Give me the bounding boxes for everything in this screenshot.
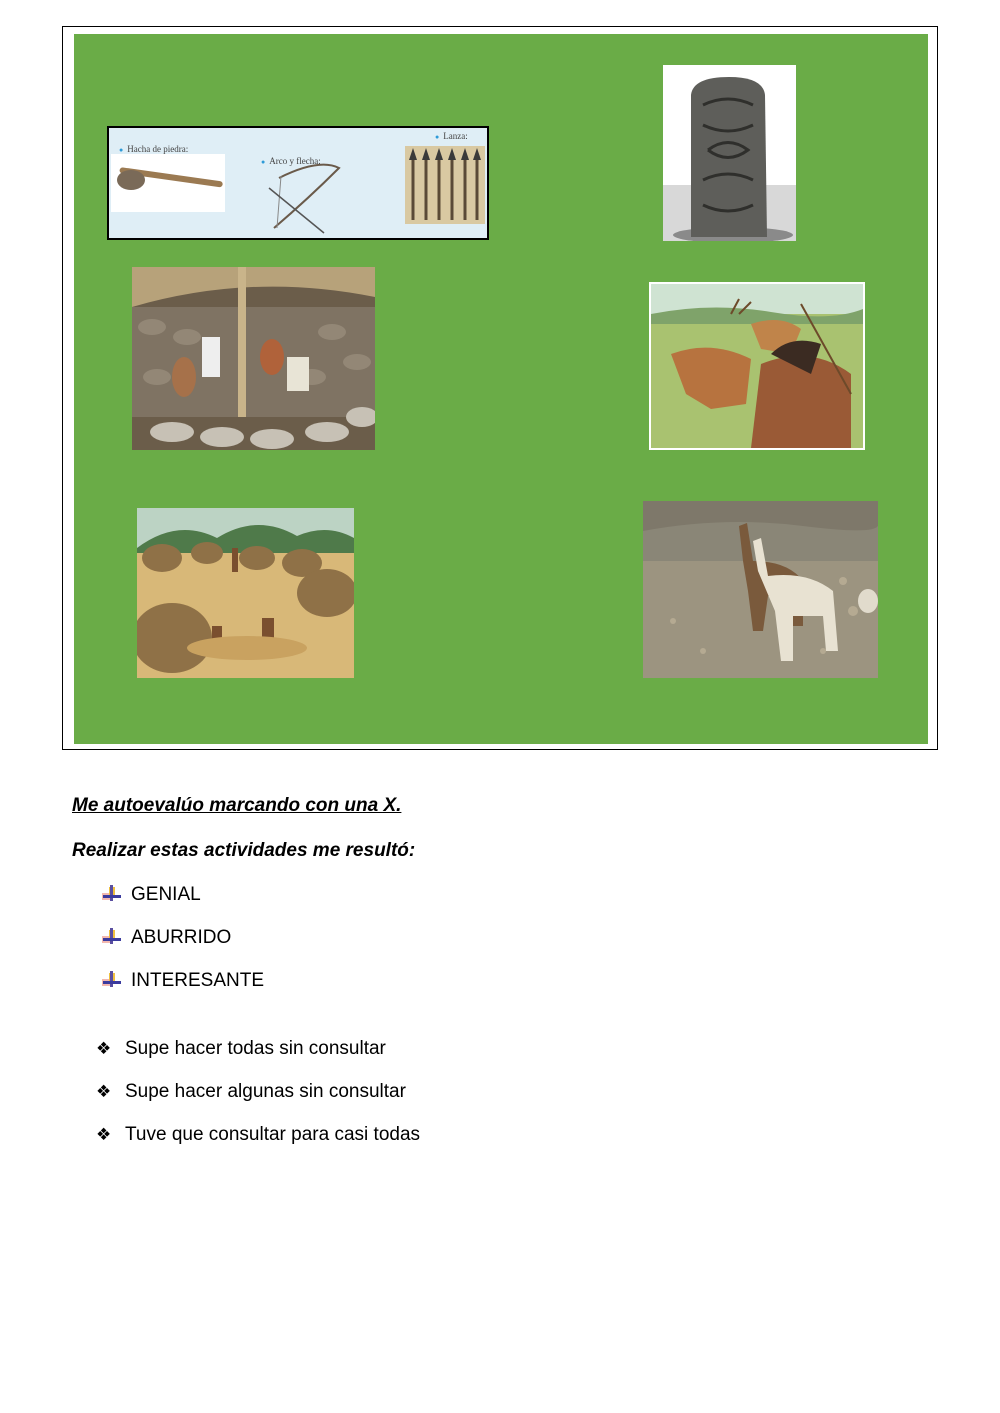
statement-2[interactable] (96, 1081, 406, 1103)
carved-stone-illustration (663, 65, 796, 241)
diamond-bullet-icon: ❖ (96, 1125, 112, 1144)
statement-label: Supe hacer algunas sin consultar (125, 1081, 406, 1102)
arrow-bullet-icon (100, 970, 122, 988)
bow-label: ● Arco y flecha: (261, 156, 321, 166)
assessment-title: Me autoevalúo marcando con una X. (72, 795, 402, 816)
stone-hut-illustration (132, 267, 375, 450)
axe-label: ● Hacha de piedra: (119, 144, 188, 154)
option-genial[interactable] (100, 884, 201, 906)
option-label: GENIAL (131, 884, 201, 905)
option-label: ABURRIDO (131, 927, 232, 948)
statement-1[interactable] (96, 1038, 386, 1060)
arrow-bullet-icon (100, 884, 122, 902)
deer-hunting-illustration (649, 282, 865, 450)
statement-label: Supe hacer todas sin consultar (125, 1038, 386, 1059)
option-interesante[interactable] (100, 970, 264, 992)
option-label: INTERESANTE (131, 970, 265, 991)
statement-3[interactable] (96, 1124, 420, 1146)
llamas-illustration (643, 501, 878, 678)
assessment-question: Realizar estas actividades me resultó: (72, 840, 416, 861)
diamond-bullet-icon: ❖ (96, 1039, 112, 1058)
village-illustration (137, 508, 354, 678)
spear-label: ● Lanza: (435, 131, 468, 141)
weapons-illustration (107, 126, 489, 240)
weapons-drawing (109, 128, 487, 238)
arrow-bullet-icon (100, 927, 122, 945)
diamond-bullet-icon: ❖ (96, 1082, 112, 1101)
statement-label: Tuve que consultar para casi todas (125, 1124, 421, 1145)
option-aburrido[interactable] (100, 927, 231, 949)
